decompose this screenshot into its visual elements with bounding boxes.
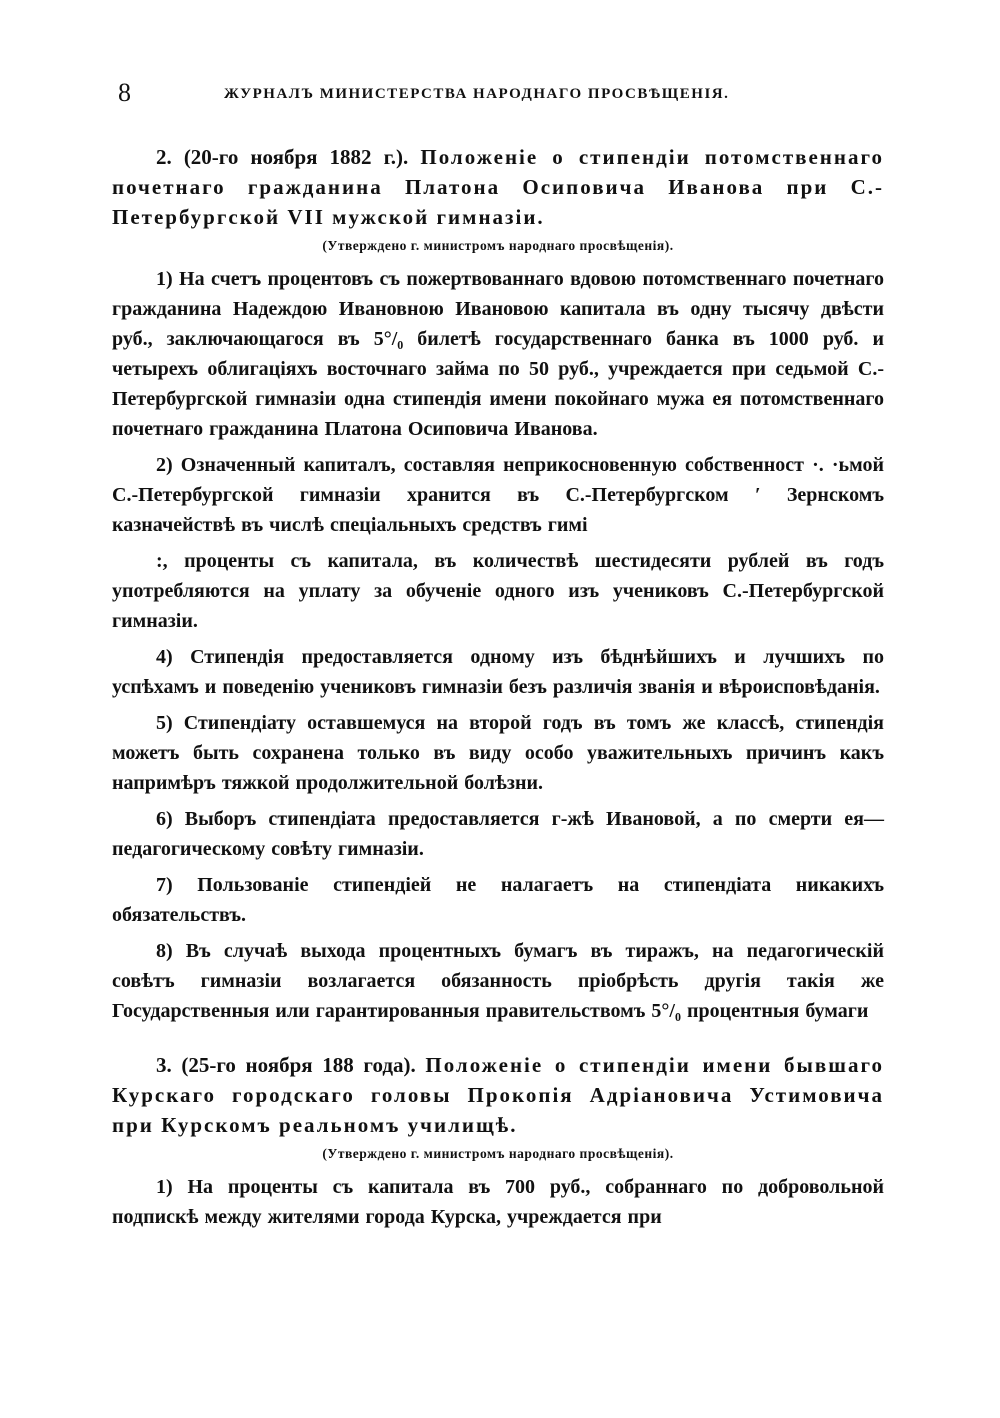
section-heading-date: 3. (25-го ноября 188 года). [156, 1053, 416, 1077]
section-heading [112, 142, 884, 232]
section-heading-text: Положеніе о стипендіи потомственнаго почетнаго гражданина Платона Осиповича Иванова при С.-Петербургской VII мужской гимназіи. [112, 145, 885, 229]
document-page [112, 78, 884, 1238]
section-divider [112, 1032, 884, 1050]
paragraph: 5) Стипендіату оставшемуся на второй годъ въ томъ же классѣ, стипендія можетъ быть сохранена только въ виду особо уважительныхъ причинъ какъ напримѣръ тяжкой продолжительной болѣзни. [112, 712, 884, 794]
page-number: 8 [118, 78, 131, 107]
paragraph: 4) Стипендія предоставляется одному изъ бѣднѣйшихъ и лучшихъ по успѣхамъ и поведенію учениковъ гимназіи безъ различія званія и вѣроисповѣданія. [112, 646, 884, 698]
paragraph: 8) Въ случаѣ выхода процентныхъ бумагъ въ тиражъ, на педагогическій совѣтъ гимназіи возлагается обязанность пріобрѣсть другія такія же Государственныя или гарантированныя правительствомъ 5°/₀ процентныя бумаги [112, 940, 884, 1022]
approval-note: (Утверждено г. министромъ народнаго просвѣщенія). [322, 1146, 674, 1161]
paragraph: :, проценты съ капитала, въ количествѣ шестидесяти рублей въ годъ употребляются на уплату за обученіе одного изъ учениковъ С.-Петербургской гимназіи. [112, 550, 884, 632]
running-header [112, 78, 884, 114]
section-heading-date: 2. (20-го ноября 1882 г.). [156, 145, 409, 169]
paragraph: 1) На счетъ процентовъ съ пожертвованнаго вдовою потомственнаго почетнаго гражданина Надеждою Ивановною Ивановою капитала въ одну тысячу двѣсти руб., заключающагося въ 5°/₀ билетѣ государственнаго банка въ 1000 руб. и четырехъ облигаціяхъ восточнаго займа по 50 руб., учреждается при седьмой С.-Петербургской гимназіи одна стипендія имени покойнаго мужа ея потомственнаго почетнаго гражданина Платона Осиповича Иванова. [112, 268, 884, 440]
section-heading-text: Положеніе о стипендіи имени бывшаго Курскаго городскаго головы Прокопія Адріановича Устимовича при Курскомъ реальномъ училищѣ. [112, 1053, 884, 1137]
paragraph: 2) Означенный капиталъ, составляя неприкосновенную собственност ·. ·ьмой С.-Петербургской гимназіи хранится въ С.-Петербургском ′ Зернскомъ казначействѣ въ числѣ спеціальныхъ средствъ гимі [112, 454, 884, 536]
paragraph: 7) Пользованіе стипендіей не налагаетъ на стипендіата никакихъ обязательствъ. [112, 874, 884, 926]
paragraph: 1) На проценты съ капитала въ 700 руб., собраннаго по добровольной подпискѣ между жителями города Курска, учреждается при [112, 1176, 884, 1228]
section-heading [112, 1050, 884, 1140]
journal-title: ЖУРНАЛЪ МИНИСТЕРСТВА НАРОДНАГО ПРОСВѢЩЕНІЯ. [224, 86, 730, 102]
approval-note: (Утверждено г. министромъ народнаго просвѣщенія). [322, 238, 674, 253]
paragraph: 6) Выборъ стипендіата предоставляется г-жѣ Ивановой, а по смерти ея—педагогическому совѣту гимназіи. [112, 808, 884, 860]
